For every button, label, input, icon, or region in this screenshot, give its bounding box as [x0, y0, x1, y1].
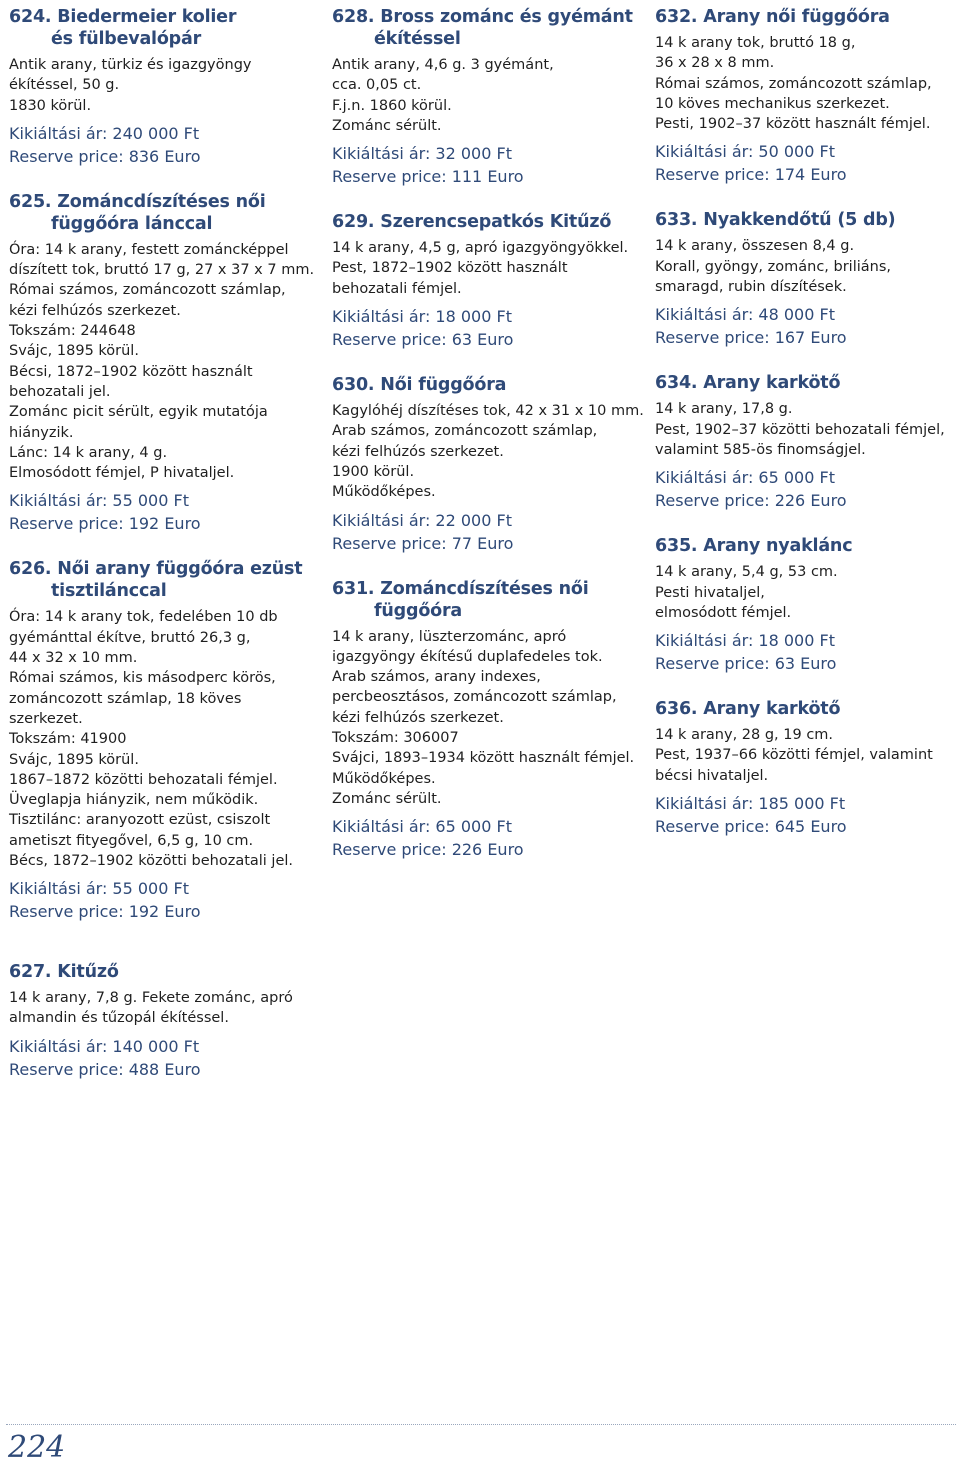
reserve-price-eur: Reserve price: 174 Euro	[655, 165, 847, 185]
lot-title-line: 627. Kitűző	[9, 962, 119, 982]
reserve-price-huf: Kikiáltási ár: 22 000 Ft	[332, 510, 512, 530]
lot-description	[655, 236, 955, 297]
lot-entry	[332, 374, 642, 571]
lot-title	[9, 191, 314, 235]
reserve-price-huf: Kikiáltási ár: 55 000 Ft	[9, 879, 189, 899]
reserve-price-eur: Reserve price: 836 Euro	[9, 146, 201, 166]
lot-title-line: 624. Biedermeier kolier	[9, 7, 237, 27]
lot-description	[332, 55, 642, 136]
lot-title	[655, 698, 955, 720]
description-line: 14 k arany, 28 g, 19 cm.	[655, 727, 834, 744]
lot-title-line: 633. Nyakkendőtű (5 db)	[655, 210, 896, 231]
description-line: Antik arany, 4,6 g. 3 gyémánt,	[332, 57, 554, 73]
lot-entry	[655, 698, 955, 838]
lot-title	[9, 558, 314, 602]
reserve-price-huf: Kikiáltási ár: 18 000 Ft	[655, 631, 835, 651]
lot-separator	[9, 535, 314, 552]
description-line: Zománc sérült.	[332, 790, 442, 807]
description-line: Lánc: 14 k arany, 4 g.	[9, 444, 168, 461]
reserve-price-huf: Kikiáltási ár: 32 000 Ft	[332, 144, 512, 164]
lot-separator	[332, 188, 642, 205]
description-line: Arab számos, arany indexes,	[332, 669, 541, 686]
description-line: Működőképes.	[332, 770, 436, 787]
description-line: Arab számos, zománcozott számlap,	[332, 423, 598, 440]
description-line: 10 köves mechanikus szerkezet.	[655, 95, 890, 112]
description-line: Üveglapja hiányzik, nem működik.	[9, 792, 259, 809]
reserve-price-eur: Reserve price: 111 Euro	[332, 167, 524, 187]
description-line: Kagylóhéj díszítéses tok, 42 x 31 x 10 mm.	[332, 403, 644, 420]
reserve-price-eur: Reserve price: 226 Euro	[332, 840, 524, 860]
description-line: Svájc, 1895 körül.	[9, 343, 139, 360]
catalog-column-left	[9, 0, 314, 923]
description-line: F.j.n. 1860 körül.	[332, 97, 452, 114]
reserve-price-eur: Reserve price: 63 Euro	[655, 654, 837, 674]
lot-separator	[655, 349, 955, 366]
description-line: 14 k arany, 5,4 g, 53 cm.	[655, 564, 838, 581]
footer-divider	[6, 1424, 956, 1425]
lot-title-continuation: függőóra	[374, 600, 463, 621]
description-line: Korall, gyöngy, zománc, briliáns,	[655, 258, 891, 275]
lot-entry	[655, 372, 955, 529]
price-block	[332, 305, 642, 351]
lot-entry	[332, 6, 642, 205]
description-line: 44 x 32 x 10 mm.	[9, 650, 138, 667]
description-line: kézi felhúzós szerkezet.	[332, 443, 504, 460]
description-line: igazgyöngy ékítésű duplafedeles tok.	[332, 648, 603, 665]
lot-title-continuation: függőóra lánccal	[51, 213, 213, 234]
lot-title	[332, 6, 642, 50]
description-line: cca. 0,05 ct.	[332, 77, 422, 94]
reserve-price-eur: Reserve price: 645 Euro	[655, 817, 847, 837]
lot-entry	[332, 211, 642, 368]
lot-description	[332, 238, 642, 299]
lot-title	[9, 961, 314, 983]
description-line: 14 k arany, lüszterzománc, apró	[332, 628, 567, 645]
description-line: díszített tok, bruttó 17 g, 27 x 37 x 7 mm.	[9, 262, 315, 279]
lot-description	[9, 988, 314, 1029]
lot-title-line: 628. Bross zománc és gyémánt	[332, 7, 633, 27]
description-line: Tokszám: 306007	[332, 730, 459, 747]
lot-title-line: 631. Zománcdíszítéses női	[332, 578, 589, 599]
lot-entry	[9, 961, 314, 1081]
description-line: gyémánttal ékítve, bruttó 26,3 g,	[9, 629, 251, 646]
lot-title-line: 630. Női függőóra	[332, 375, 507, 396]
lot-title	[655, 535, 955, 557]
lot-title-line: 626. Női arany függőóra ezüst	[9, 559, 303, 580]
description-line: szerkezet.	[9, 710, 83, 727]
description-line: Pest, 1937–66 közötti fémjel, valamint	[655, 747, 933, 764]
price-block	[332, 509, 642, 555]
description-line: Óra: 14 k arany tok, fedelében 10 db	[9, 609, 278, 626]
reserve-price-huf: Kikiáltási ár: 50 000 Ft	[655, 142, 835, 162]
price-block	[9, 1035, 314, 1081]
price-block	[655, 303, 955, 349]
description-line: kézi felhúzós szerkezet.	[9, 302, 181, 319]
lot-title-continuation: ékítéssel	[374, 29, 461, 49]
lot-entry	[9, 191, 314, 553]
lot-entry	[655, 535, 955, 692]
lot-separator	[655, 512, 955, 529]
description-line: elmosódott fémjel.	[655, 604, 792, 621]
lot-description	[655, 562, 955, 623]
reserve-price-eur: Reserve price: 192 Euro	[9, 514, 201, 534]
reserve-price-eur: Reserve price: 488 Euro	[9, 1059, 201, 1079]
lot-title-line: 635. Arany nyaklánc	[655, 536, 853, 557]
lot-description	[332, 401, 642, 502]
reserve-price-eur: Reserve price: 77 Euro	[332, 533, 514, 553]
description-line: Elmosódott fémjel, P hivataljel.	[9, 465, 235, 482]
description-line: 14 k arany, 7,8 g. Fekete zománc, apró	[9, 990, 293, 1006]
description-line: 1830 körül.	[9, 97, 92, 114]
description-line: Óra: 14 k arany, festett zománcképpel	[9, 241, 289, 258]
description-line: Pest, 1902–37 közötti behozatali fémjel,	[655, 421, 945, 438]
reserve-price-huf: Kikiáltási ár: 65 000 Ft	[332, 817, 512, 837]
lot-entry	[655, 209, 955, 366]
reserve-price-huf: Kikiáltási ár: 55 000 Ft	[9, 491, 189, 511]
description-line: Római számos, zománcozott számlap,	[655, 75, 932, 92]
lot-title	[655, 372, 955, 394]
reserve-price-huf: Kikiáltási ár: 240 000 Ft	[9, 123, 200, 143]
lot-title	[332, 211, 642, 233]
description-line: 14 k arany, 4,5 g, apró igazgyöngyökkel.	[332, 240, 629, 257]
description-line: 36 x 28 x 8 mm.	[655, 55, 775, 72]
description-line: Bécsi, 1872–1902 között használt	[9, 363, 253, 380]
lot-title-line: 636. Arany karkötő	[655, 699, 841, 720]
lot-description	[9, 607, 314, 871]
lot-description	[9, 55, 314, 116]
reserve-price-huf: Kikiáltási ár: 185 000 Ft	[655, 794, 846, 814]
lot-title-line: 632. Arany női függőóra	[655, 7, 890, 27]
catalog-column-middle	[332, 0, 642, 861]
lot-description	[332, 627, 642, 810]
description-line: Római számos, kis másodperc körös,	[9, 670, 276, 687]
price-block	[9, 877, 314, 923]
description-line: bécsi hivataljel.	[655, 767, 769, 784]
description-line: behozatali jel.	[9, 383, 111, 400]
description-line: Tokszám: 244648	[9, 323, 136, 340]
lot-title-line: 629. Szerencsepatkós Kitűző	[332, 212, 612, 233]
lot-entry	[9, 558, 314, 923]
description-line: Zománc sérült.	[332, 117, 442, 134]
description-line: 1867–1872 közötti behozatali fémjel.	[9, 771, 278, 788]
lot-entry	[332, 578, 642, 862]
description-line: Svájci, 1893–1934 között használt fémjel.	[332, 750, 635, 767]
description-line: kézi felhúzós szerkezet.	[332, 709, 504, 726]
description-line: percbeosztásos, zománcozott számlap,	[332, 689, 617, 706]
reserve-price-eur: Reserve price: 192 Euro	[9, 902, 201, 922]
page-number: 224	[8, 1430, 66, 1465]
description-line: Működőképes.	[332, 484, 436, 501]
description-line: Tokszám: 41900	[9, 731, 127, 748]
reserve-price-huf: Kikiáltási ár: 65 000 Ft	[655, 468, 835, 488]
reserve-price-huf: Kikiáltási ár: 140 000 Ft	[9, 1036, 200, 1056]
description-line: 14 k arany, 17,8 g.	[655, 401, 793, 418]
lot-entry	[9, 6, 314, 185]
description-line: behozatali fémjel.	[332, 280, 462, 297]
lot-title-line: 634. Arany karkötő	[655, 373, 841, 394]
lot-description	[655, 33, 955, 134]
lot-description	[655, 725, 955, 786]
catalog-column-bottom	[9, 955, 314, 1081]
lot-title	[655, 6, 955, 28]
reserve-price-eur: Reserve price: 167 Euro	[655, 328, 847, 348]
lot-title-line: 625. Zománcdíszítéses női	[9, 191, 266, 212]
lot-description	[655, 399, 955, 460]
description-line: 1900 körül.	[332, 463, 415, 480]
price-block	[655, 466, 955, 512]
description-line: Zománc picit sérült, egyik mutatója	[9, 404, 268, 421]
price-block	[9, 122, 314, 168]
reserve-price-eur: Reserve price: 226 Euro	[655, 491, 847, 511]
description-line: Antik arany, türkiz és igazgyöngy	[9, 57, 252, 73]
description-line: ametiszt fityegővel, 6,5 g, 10 cm.	[9, 832, 254, 849]
lot-entry	[655, 6, 955, 203]
lot-separator	[655, 675, 955, 692]
reserve-price-huf: Kikiáltási ár: 18 000 Ft	[332, 307, 512, 327]
price-block	[655, 140, 955, 186]
lot-title	[332, 374, 642, 396]
lot-separator	[332, 351, 642, 368]
lot-separator	[655, 186, 955, 203]
price-block	[655, 792, 955, 838]
lot-title	[655, 209, 955, 231]
price-block	[332, 815, 642, 861]
description-line: Svájc, 1895 körül.	[9, 751, 139, 768]
price-block	[332, 142, 642, 188]
description-line: Pest, 1872–1902 között használt	[332, 260, 568, 277]
lot-title	[332, 578, 642, 622]
description-line: almandin és tűzopál ékítéssel.	[9, 1010, 229, 1027]
description-line: 14 k arany, összesen 8,4 g.	[655, 238, 855, 255]
lot-description	[9, 240, 314, 484]
description-line: Római számos, zománcozott számlap,	[9, 282, 286, 299]
description-line: ékítéssel, 50 g.	[9, 77, 120, 94]
lot-title-continuation: és fülbevalópár	[51, 29, 202, 49]
description-line: hiányzik.	[9, 424, 74, 441]
description-line: Pesti, 1902–37 között használt fémjel.	[655, 116, 931, 133]
lot-separator	[9, 168, 314, 185]
catalog-column-right	[655, 0, 955, 838]
reserve-price-huf: Kikiáltási ár: 48 000 Ft	[655, 305, 835, 325]
description-line: valamint 585-ös finomságjel.	[655, 441, 866, 458]
description-line: Bécs, 1872–1902 közötti behozatali jel.	[9, 853, 294, 870]
description-line: smaragd, rubin díszítések.	[655, 279, 847, 296]
lot-separator	[332, 555, 642, 572]
reserve-price-eur: Reserve price: 63 Euro	[332, 330, 514, 350]
price-block	[9, 489, 314, 535]
description-line: 14 k arany tok, bruttó 18 g,	[655, 35, 856, 51]
description-line: Tisztilánc: aranyozott ezüst, csiszolt	[9, 812, 271, 829]
description-line: Pesti hivataljel,	[655, 584, 765, 601]
lot-title	[9, 6, 314, 50]
price-block	[655, 629, 955, 675]
description-line: zománcozott számlap, 18 köves	[9, 690, 242, 707]
lot-title-continuation: tisztilánccal	[51, 581, 167, 602]
